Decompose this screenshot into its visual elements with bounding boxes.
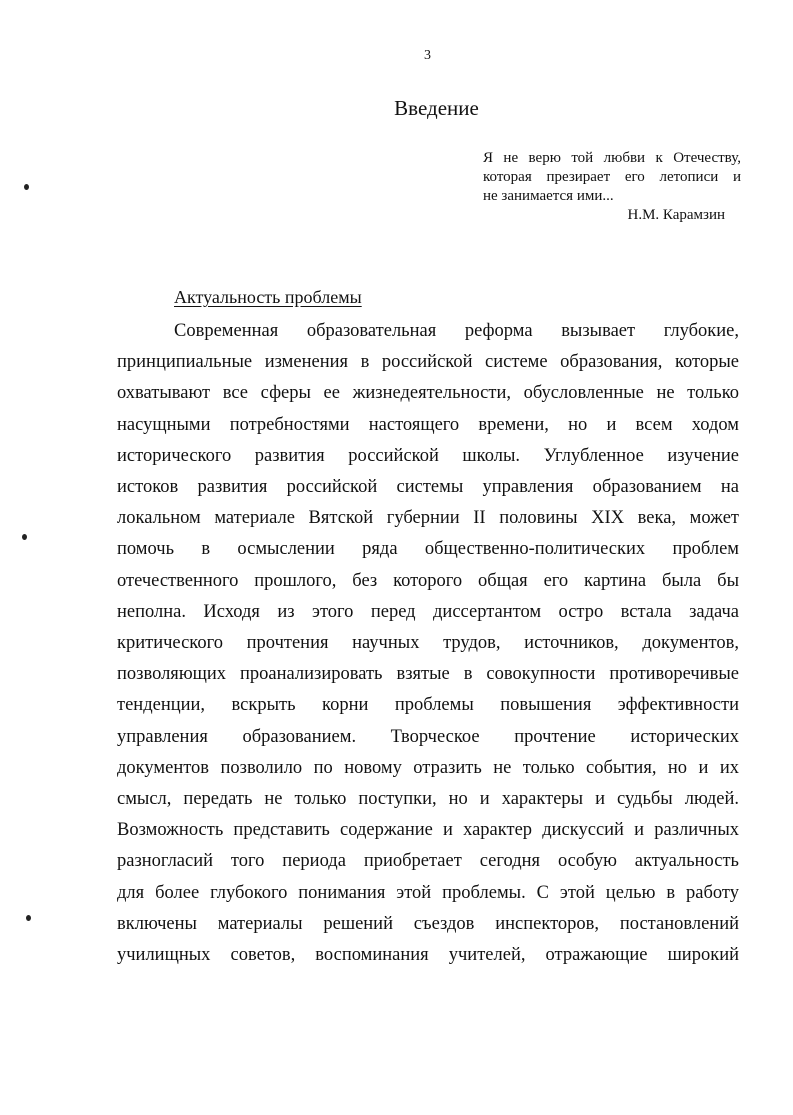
paragraph-line: локальном материале Вятской губернии II половины XIX века, может <box>117 508 739 529</box>
scan-speck <box>22 534 27 540</box>
body-paragraph <box>117 316 739 971</box>
paragraph-line: управления образованием. Творческое прочтение исторических <box>117 726 739 747</box>
page-number: 3 <box>424 48 431 63</box>
epigraph-line: не занимается ими... <box>483 188 614 204</box>
scan-speck <box>26 915 31 921</box>
epigraph-line: Я не верю той любви к Отечеству, <box>483 150 741 166</box>
paragraph-line: разногласий того периода приобретает сегодня особую актуальность <box>117 851 739 872</box>
paragraph-line: неполна. Исходя из этого перед диссертантом остро встала задача <box>117 601 739 622</box>
paragraph-line: помочь в осмыслении ряда общественно-политических проблем <box>117 539 739 560</box>
epigraph-line: которая презирает его летописи и <box>483 169 741 185</box>
epigraph <box>483 149 741 225</box>
paragraph-line: Возможность представить содержание и характер дискуссий и различных <box>117 820 739 841</box>
scan-speck <box>24 184 29 190</box>
epigraph-author: Н.М. Карамзин <box>627 207 725 223</box>
paragraph-line: охватывают все сферы ее жизнедеятельности, обусловленные не только <box>117 383 739 404</box>
paragraph-line: смысл, передать не только поступки, но и характеры и судьбы людей. <box>117 789 739 810</box>
paragraph-line: включены материалы решений съездов инспекторов, постановлений <box>117 913 739 934</box>
paragraph-line: для более глубокого понимания этой проблемы. С этой целью в работу <box>117 882 739 903</box>
paragraph-line: училищных советов, воспоминания учителей, отражающие широкий <box>117 945 739 966</box>
paragraph-line: критического прочтения научных трудов, источников, документов, <box>117 633 739 654</box>
paragraph-line: истоков развития российской системы управления образованием на <box>117 477 739 498</box>
paragraph-line: тенденции, вскрыть корни проблемы повышения эффективности <box>117 695 739 716</box>
paragraph-line: Современная образовательная реформа вызывает глубокие, <box>174 321 739 341</box>
paragraph-line: отечественного прошлого, без которого общая его картина была бы <box>117 570 739 591</box>
paragraph-line: насущными потребностями настоящего времени, но и всем ходом <box>117 414 739 435</box>
paragraph-line: исторического развития российской школы. Углубленное изучение <box>117 445 739 466</box>
paragraph-line: позволяющих проанализировать взятые в совокупности противоречивые <box>117 664 739 685</box>
section-heading: Актуальность проблемы <box>174 287 362 307</box>
paragraph-line: принципиальные изменения в российской системе образования, которые <box>117 352 739 373</box>
page-title: Введение <box>394 96 479 120</box>
paragraph-line: документов позволило по новому отразить не только события, но и их <box>117 757 739 778</box>
